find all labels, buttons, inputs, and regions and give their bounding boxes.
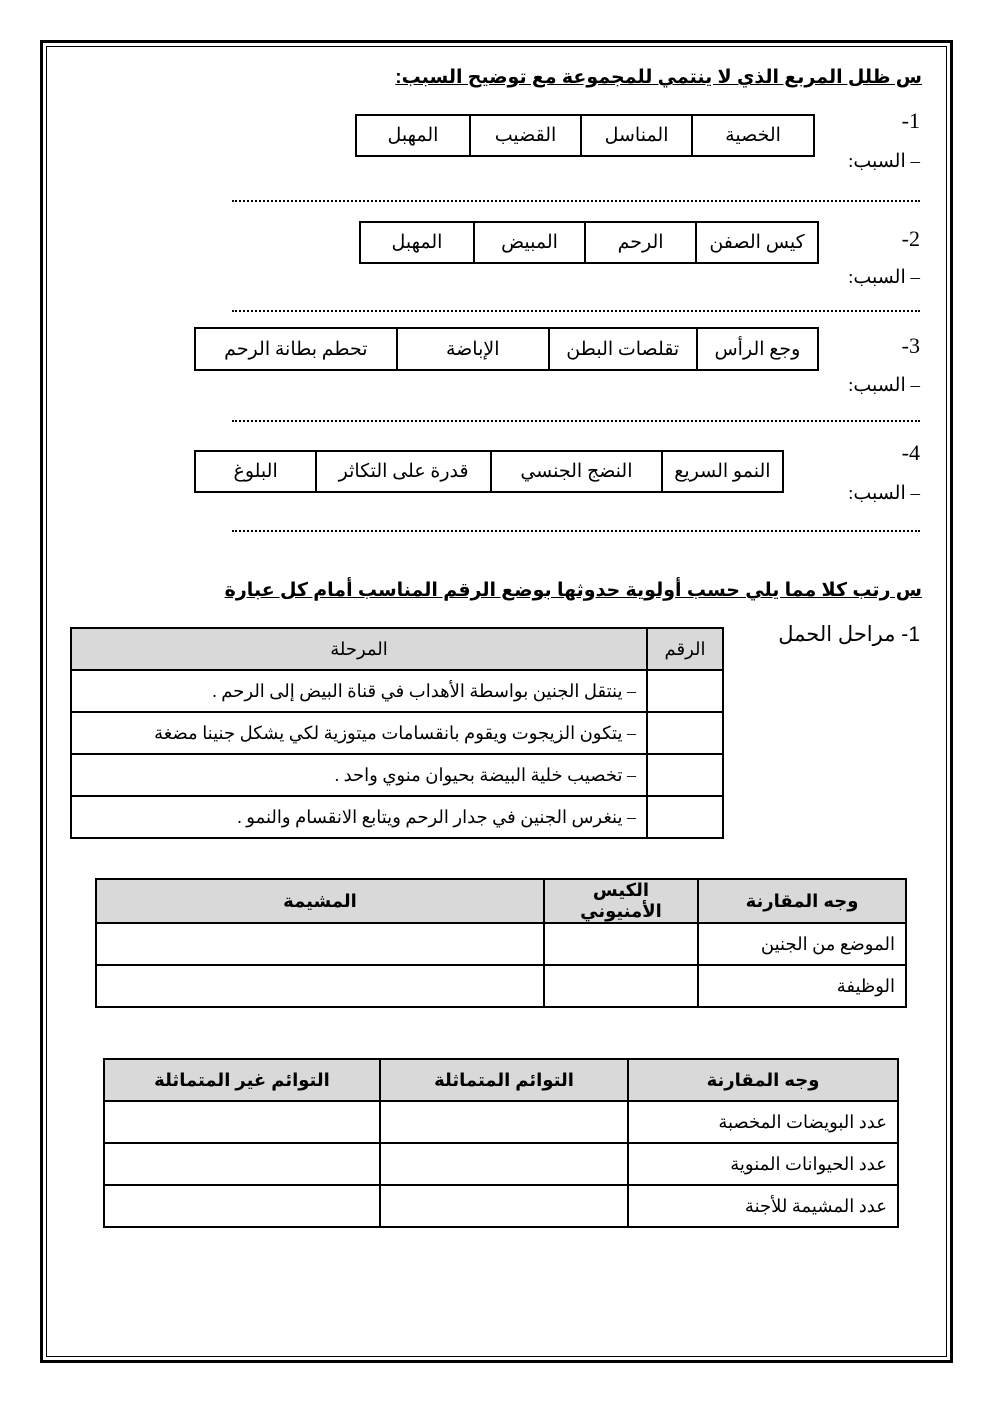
option-box[interactable]: النمو السريع bbox=[661, 452, 782, 491]
option-box[interactable]: المهبل bbox=[391, 232, 443, 253]
group-4-boxes bbox=[194, 450, 784, 493]
answer-line[interactable] bbox=[232, 530, 920, 532]
option-box[interactable]: الرحم bbox=[584, 223, 695, 262]
row-label: عدد المشيمة للأجنة bbox=[628, 1185, 898, 1227]
option-box[interactable]: القضيب bbox=[469, 116, 580, 155]
option-box[interactable]: الخصية bbox=[691, 116, 813, 155]
stage-text: – ينتقل الجنين بواسطة الأهداب في قناة البيض إلى الرحم . bbox=[71, 670, 647, 712]
answer-cell[interactable] bbox=[96, 965, 544, 1007]
option-box[interactable]: قدرة على التكاثر bbox=[315, 452, 490, 491]
table-row bbox=[96, 965, 906, 1007]
answer-cell[interactable] bbox=[380, 1101, 628, 1143]
twins-table bbox=[103, 1058, 899, 1228]
question-1-title: س ظلل المربع الذي لا ينتمي للمجموعة مع توضيح السبب: bbox=[395, 67, 922, 88]
number-cell[interactable] bbox=[647, 754, 723, 796]
table-row bbox=[96, 923, 906, 965]
header-stage: المرحلة bbox=[71, 628, 647, 670]
row-label: الوظيفة bbox=[698, 965, 906, 1007]
table-row bbox=[71, 670, 723, 712]
number-cell[interactable] bbox=[647, 670, 723, 712]
answer-cell[interactable] bbox=[544, 923, 698, 965]
stage-text: – يتكون الزيجوت ويقوم بانقسامات ميتوزية لكي يشكل جنينا مضغة bbox=[71, 712, 647, 754]
option-box[interactable]: تقلصات البطن bbox=[548, 329, 696, 369]
stage-text: – ينغرس الجنين في جدار الرحم ويتابع الانقسام والنمو . bbox=[71, 796, 647, 838]
group-1-number: 1- bbox=[901, 108, 920, 133]
option-box[interactable]: المناسل bbox=[580, 116, 691, 155]
header-amnion: الكيس الأمنيوني bbox=[544, 879, 698, 923]
question-2-title: س رتب كلا مما يلي حسب أولوية حدوثها بوضع الرقم المناسب أمام كل عبارة bbox=[224, 580, 922, 601]
answer-cell[interactable] bbox=[544, 965, 698, 1007]
table-row bbox=[71, 754, 723, 796]
header-identical: التوائم المتماثلة bbox=[380, 1059, 628, 1101]
answer-line[interactable] bbox=[232, 310, 920, 312]
number-cell[interactable] bbox=[647, 712, 723, 754]
header-number: الرقم bbox=[647, 628, 723, 670]
group-2-boxes bbox=[359, 221, 819, 264]
option-box[interactable]: كيس الصفن bbox=[695, 223, 817, 262]
question-2-subtitle: 1- مراحل الحمل bbox=[778, 623, 920, 646]
option-box[interactable]: البلوغ bbox=[233, 461, 278, 482]
row-label: عدد الحيوانات المنوية bbox=[628, 1143, 898, 1185]
answer-cell[interactable] bbox=[104, 1101, 380, 1143]
group-2-number: 2- bbox=[901, 226, 920, 251]
header-comparison: وجه المقارنة bbox=[698, 879, 906, 923]
group-3-number: 3- bbox=[901, 333, 920, 358]
option-box[interactable]: المهبل bbox=[387, 125, 439, 146]
answer-cell[interactable] bbox=[96, 923, 544, 965]
stage-text: – تخصيب خلية البيضة بحيوان منوي واحد . bbox=[71, 754, 647, 796]
option-box[interactable]: الإباضة bbox=[396, 329, 548, 369]
answer-cell[interactable] bbox=[380, 1185, 628, 1227]
answer-line[interactable] bbox=[232, 420, 920, 422]
pregnancy-stages-table bbox=[70, 627, 724, 839]
reason-label: – السبب: bbox=[848, 375, 920, 396]
table-row bbox=[104, 1143, 898, 1185]
answer-cell[interactable] bbox=[104, 1185, 380, 1227]
group-4-number: 4- bbox=[901, 440, 920, 465]
option-box[interactable]: وجع الرأس bbox=[696, 329, 817, 369]
option-box[interactable]: النضج الجنسي bbox=[490, 452, 661, 491]
group-3-boxes bbox=[194, 327, 819, 371]
answer-cell[interactable] bbox=[380, 1143, 628, 1185]
header-fraternal: التوائم غير المتماثلة bbox=[104, 1059, 380, 1101]
option-box[interactable]: تحطم بطانة الرحم bbox=[224, 338, 368, 360]
option-box[interactable]: المبيض bbox=[473, 223, 584, 262]
answer-line[interactable] bbox=[232, 200, 920, 202]
table-row bbox=[71, 796, 723, 838]
answer-cell[interactable] bbox=[104, 1143, 380, 1185]
row-label: الموضع من الجنين bbox=[698, 923, 906, 965]
amnion-placenta-table bbox=[95, 878, 907, 1008]
group-1-boxes bbox=[355, 114, 815, 157]
row-label: عدد البويضات المخصبة bbox=[628, 1101, 898, 1143]
reason-label: – السبب: bbox=[848, 151, 920, 172]
number-cell[interactable] bbox=[647, 796, 723, 838]
header-placenta: المشيمة bbox=[96, 879, 544, 923]
table-row bbox=[71, 712, 723, 754]
table-row bbox=[104, 1101, 898, 1143]
table-row bbox=[104, 1185, 898, 1227]
header-comparison: وجه المقارنة bbox=[628, 1059, 898, 1101]
reason-label: – السبب: bbox=[848, 483, 920, 504]
reason-label: – السبب: bbox=[848, 267, 920, 288]
